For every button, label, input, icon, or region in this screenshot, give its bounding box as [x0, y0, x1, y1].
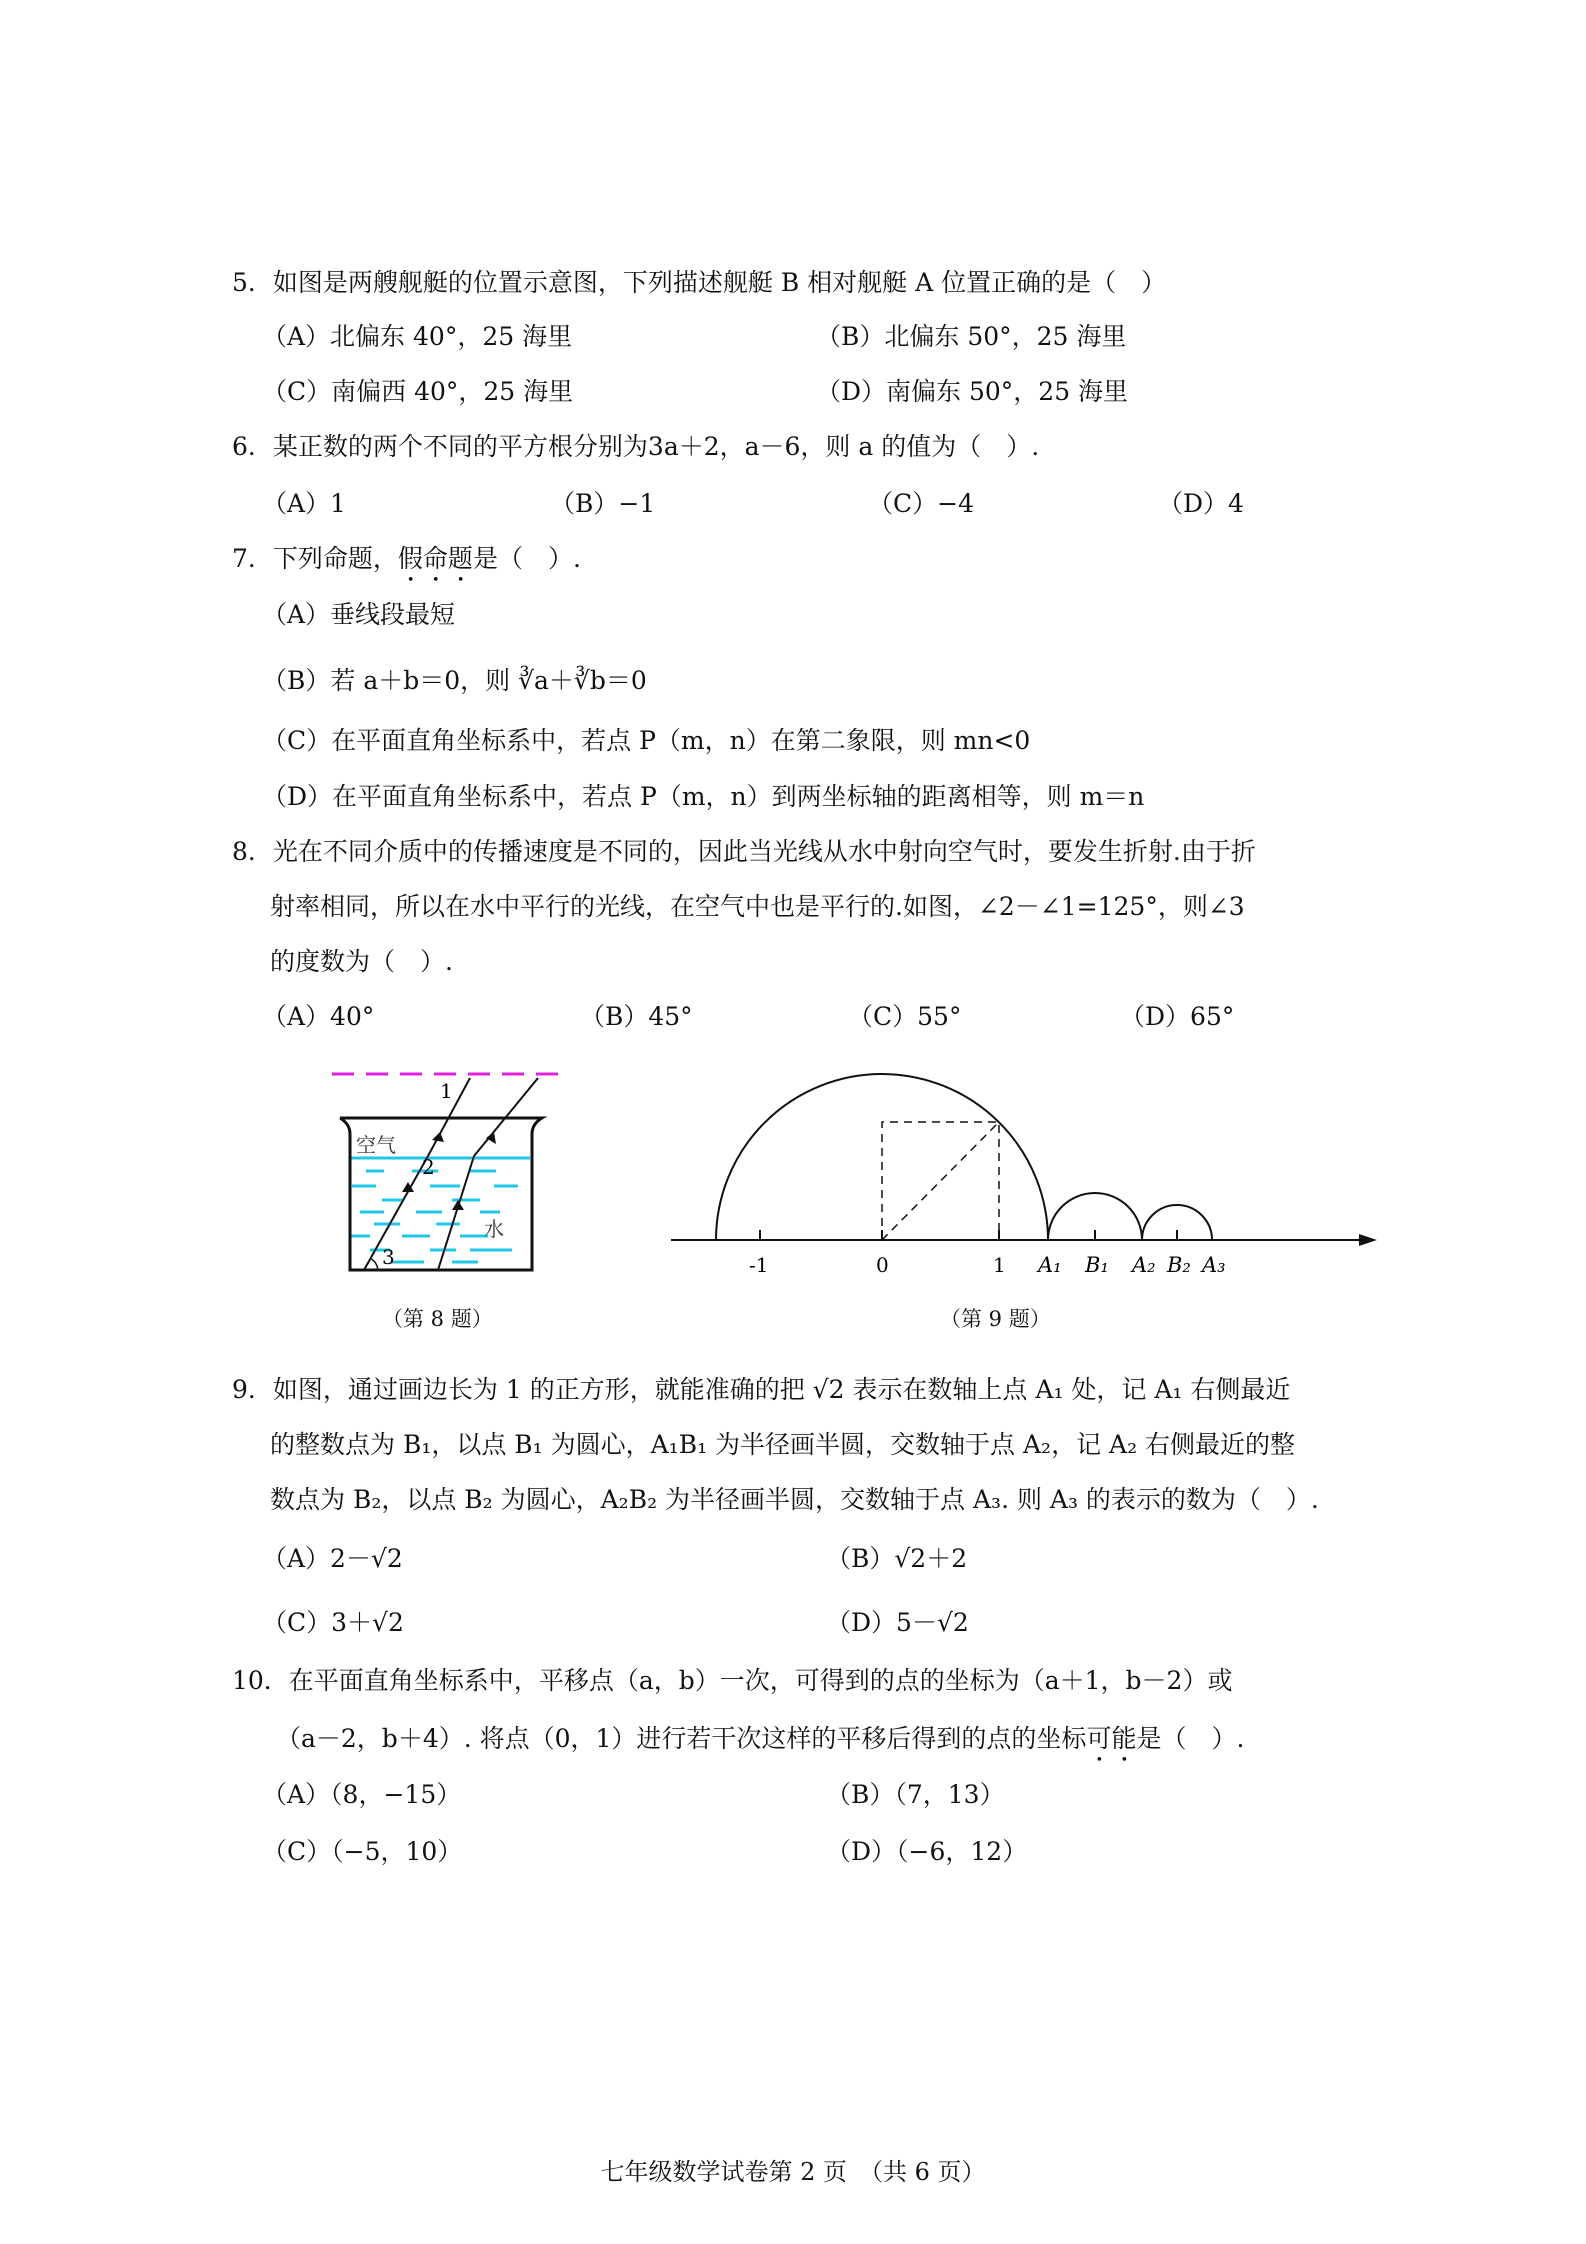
q6-option-d: （D）4 [1158, 489, 1244, 518]
q9-option-a: （A）2－√2 [262, 1544, 403, 1573]
q8-option-b: （B）45° [580, 1002, 693, 1031]
q7-stem [232, 542, 581, 588]
unit-square-diagonal [882, 1122, 999, 1240]
q9-option-b: （B）√2＋2 [826, 1544, 968, 1573]
q8-option-a: （A）40° [262, 1002, 375, 1031]
q10-line-1: 10．在平面直角坐标系中，平移点（a，b）一次，可得到的点的坐标为（a＋1，b－2）或 [232, 1666, 1233, 1695]
q8-line-3: 的度数为（ ）. [270, 947, 453, 976]
q7-stem-emphasis: 假命题 [397, 544, 473, 573]
q5-option-d: （D）南偏东 50°，25 海里 [816, 377, 1129, 406]
q5-option-a: （A）北偏东 40°，25 海里 [262, 322, 573, 351]
q10-line-2-pre: （a－2，b＋4）. 将点（0，1）进行若干次这样的平移后得到的点的坐标 [276, 1724, 1087, 1753]
q5-option-b: （B）北偏东 50°，25 海里 [816, 322, 1127, 351]
figure-9-number-line [665, 1050, 1385, 1290]
point-label-a3: A₃ [1202, 1253, 1226, 1277]
point-label-a2: A₂ [1132, 1253, 1156, 1277]
label-water: 水 [484, 1217, 504, 1241]
q10-option-d: （D）（−6，12） [826, 1837, 1028, 1866]
q8-line-2: 射率相同，所以在水中平行的光线，在空气中也是平行的.如图，∠2－∠1=125°，则∠3 [270, 892, 1245, 921]
q6-option-b: （B）−1 [550, 489, 656, 518]
q6-stem: 6．某正数的两个不同的平方根分别为3a＋2，a－6，则 a 的值为（ ）. [232, 432, 1040, 461]
angle-label-1: 1 [440, 1079, 453, 1103]
figure-8-caption: （第 8 题） [382, 1307, 493, 1331]
page-footer: 七年级数学试卷第 2 页 （共 6 页） [600, 2158, 986, 2186]
q8-option-d: （D）65° [1120, 1002, 1235, 1031]
q10-option-b: （B）（7，13） [826, 1780, 1005, 1809]
semicircle-large [716, 1074, 1048, 1240]
q9-option-d: （D）5－√2 [826, 1608, 969, 1637]
arrow-icon [432, 1132, 444, 1142]
q10-line-2-post: 是（ ）. [1136, 1724, 1245, 1753]
q9-line-3: 数点为 B₂，以点 B₂ 为圆心，A₂B₂ 为半径画半圆，交数轴于点 A₃. 则 A₃ 的表示的数为（ ）. [270, 1485, 1319, 1514]
q9-line-2: 的整数点为 B₁，以点 B₁ 为圆心，A₁B₁ 为半径画半圆，交数轴于点 A₂，记 A₂ 右侧最近的整 [270, 1430, 1296, 1459]
q10-option-c: （C）（−5，10） [262, 1837, 463, 1866]
q7-option-c: （C）在平面直角坐标系中，若点 P（m，n）在第二象限，则 mn<0 [262, 726, 1031, 755]
q8-line-1: 8．光在不同介质中的传播速度是不同的，因此当光线从水中射向空气时，要发生折射.由于折 [232, 837, 1256, 866]
label-air: 空气 [356, 1133, 396, 1157]
q5-stem: 5．如图是两艘舰艇的位置示意图，下列描述舰艇 B 相对舰艇 A 位置正确的是（ ） [232, 268, 1167, 297]
tick-label-1: 1 [993, 1253, 1006, 1277]
q7-stem-pre: 7．下列命题， [232, 544, 398, 573]
light-ray-right [438, 1156, 474, 1270]
point-label-b1: B₁ [1085, 1253, 1109, 1277]
tick-label-neg1: -1 [749, 1253, 769, 1277]
point-label-b2: B₂ [1167, 1253, 1191, 1277]
q10-emphasis: 可能 [1086, 1724, 1137, 1753]
q9-option-c: （C）3＋√2 [262, 1608, 404, 1637]
q7-option-b: （B）若 a＋b＝0，则 ∛a＋∛b＝0 [262, 666, 647, 695]
q7-option-a: （A）垂线段最短 [262, 600, 456, 629]
q10-line-2 [276, 1722, 1244, 1768]
q8-option-c: （C）55° [848, 1002, 962, 1031]
q10-option-a: （A）（8，−15） [262, 1780, 462, 1809]
figure-9-caption: （第 9 题） [940, 1307, 1051, 1331]
axis-arrow-icon [1359, 1234, 1377, 1246]
angle-3-arc [370, 1258, 378, 1270]
q7-stem-post: 是（ ）. [472, 544, 581, 573]
q6-option-a: （A）1 [262, 489, 346, 518]
point-label-a1: A₁ [1038, 1253, 1062, 1277]
q5-option-c: （C）南偏西 40°，25 海里 [262, 377, 574, 406]
q9-line-1: 9．如图，通过画边长为 1 的正方形，就能准确的把 √2 表示在数轴上点 A₁ 处，记 A₁ 右侧最近 [232, 1375, 1291, 1404]
q7-option-d: （D）在平面直角坐标系中，若点 P（m，n）到两坐标轴的距离相等，则 m＝n [262, 782, 1145, 811]
angle-label-3: 3 [382, 1245, 395, 1269]
figure-8-beaker [320, 1060, 580, 1290]
q6-option-c: （C）−4 [868, 489, 974, 518]
tick-label-0: 0 [876, 1253, 889, 1277]
angle-label-2: 2 [422, 1155, 435, 1179]
